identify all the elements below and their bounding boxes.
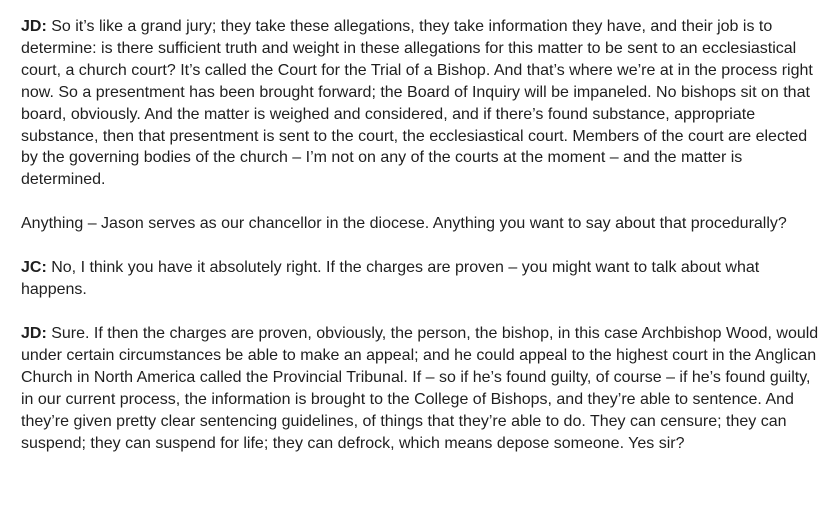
paragraph-text: Anything – Jason serves as our chancellor in the diocese. Anything you want to say about that procedurally?: [21, 215, 787, 233]
speaker-label: JD:: [21, 18, 47, 35]
paragraph-text: No, I think you have it absolutely right. If the charges are proven – you might want to talk about what happens.: [21, 259, 760, 299]
transcript-paragraph: [21, 16, 821, 191]
speaker-label: JD:: [21, 324, 47, 342]
transcript-paragraph: [21, 257, 821, 301]
paragraph-text: Sure. If then the charges are proven, obviously, the person, the bishop, in this case Archbishop Wood, would under certain circumstances be able to make an appeal; and he could appeal to the highest court in the Anglican Church in North America called the Provincial Tribunal. If – so if he’s found guilty, of course – if he’s found guilty, in our current process, the information is brought to the College of Bishops, and they’re able to sentence. And they’re given pretty clear sentencing guidelines, of things that they’re able to do. They can censure; they can suspend; they can suspend for life; they can defrock, which means depose someone. Yes sir?: [21, 324, 819, 452]
transcript-paragraph: [21, 213, 821, 235]
speaker-label: JC:: [21, 259, 47, 277]
transcript-paragraph: [21, 323, 821, 454]
paragraph-text: So it’s like a grand jury; they take these allegations, they take information they have, and their job is to determine: is there sufficient truth and weight in these allegations for this matter to be sent to an ecclesiastical court, a church court? It’s called the Court for the Trial of a Bishop. And that’s where we’re at in the process right now. So a presentment has been brought forward; the Board of Inquiry will be impaneled. No bishops sit on that board, obviously. And the matter is weighed and considered, and if there’s found substance, appropriate substance, then that presentment is sent to the court, the ecclesiastical court. Members of the court are elected by the governing bodies of the church – I’m not on any of the courts at the moment – and the matter is determined.: [21, 18, 813, 189]
transcript-document: [21, 16, 821, 476]
